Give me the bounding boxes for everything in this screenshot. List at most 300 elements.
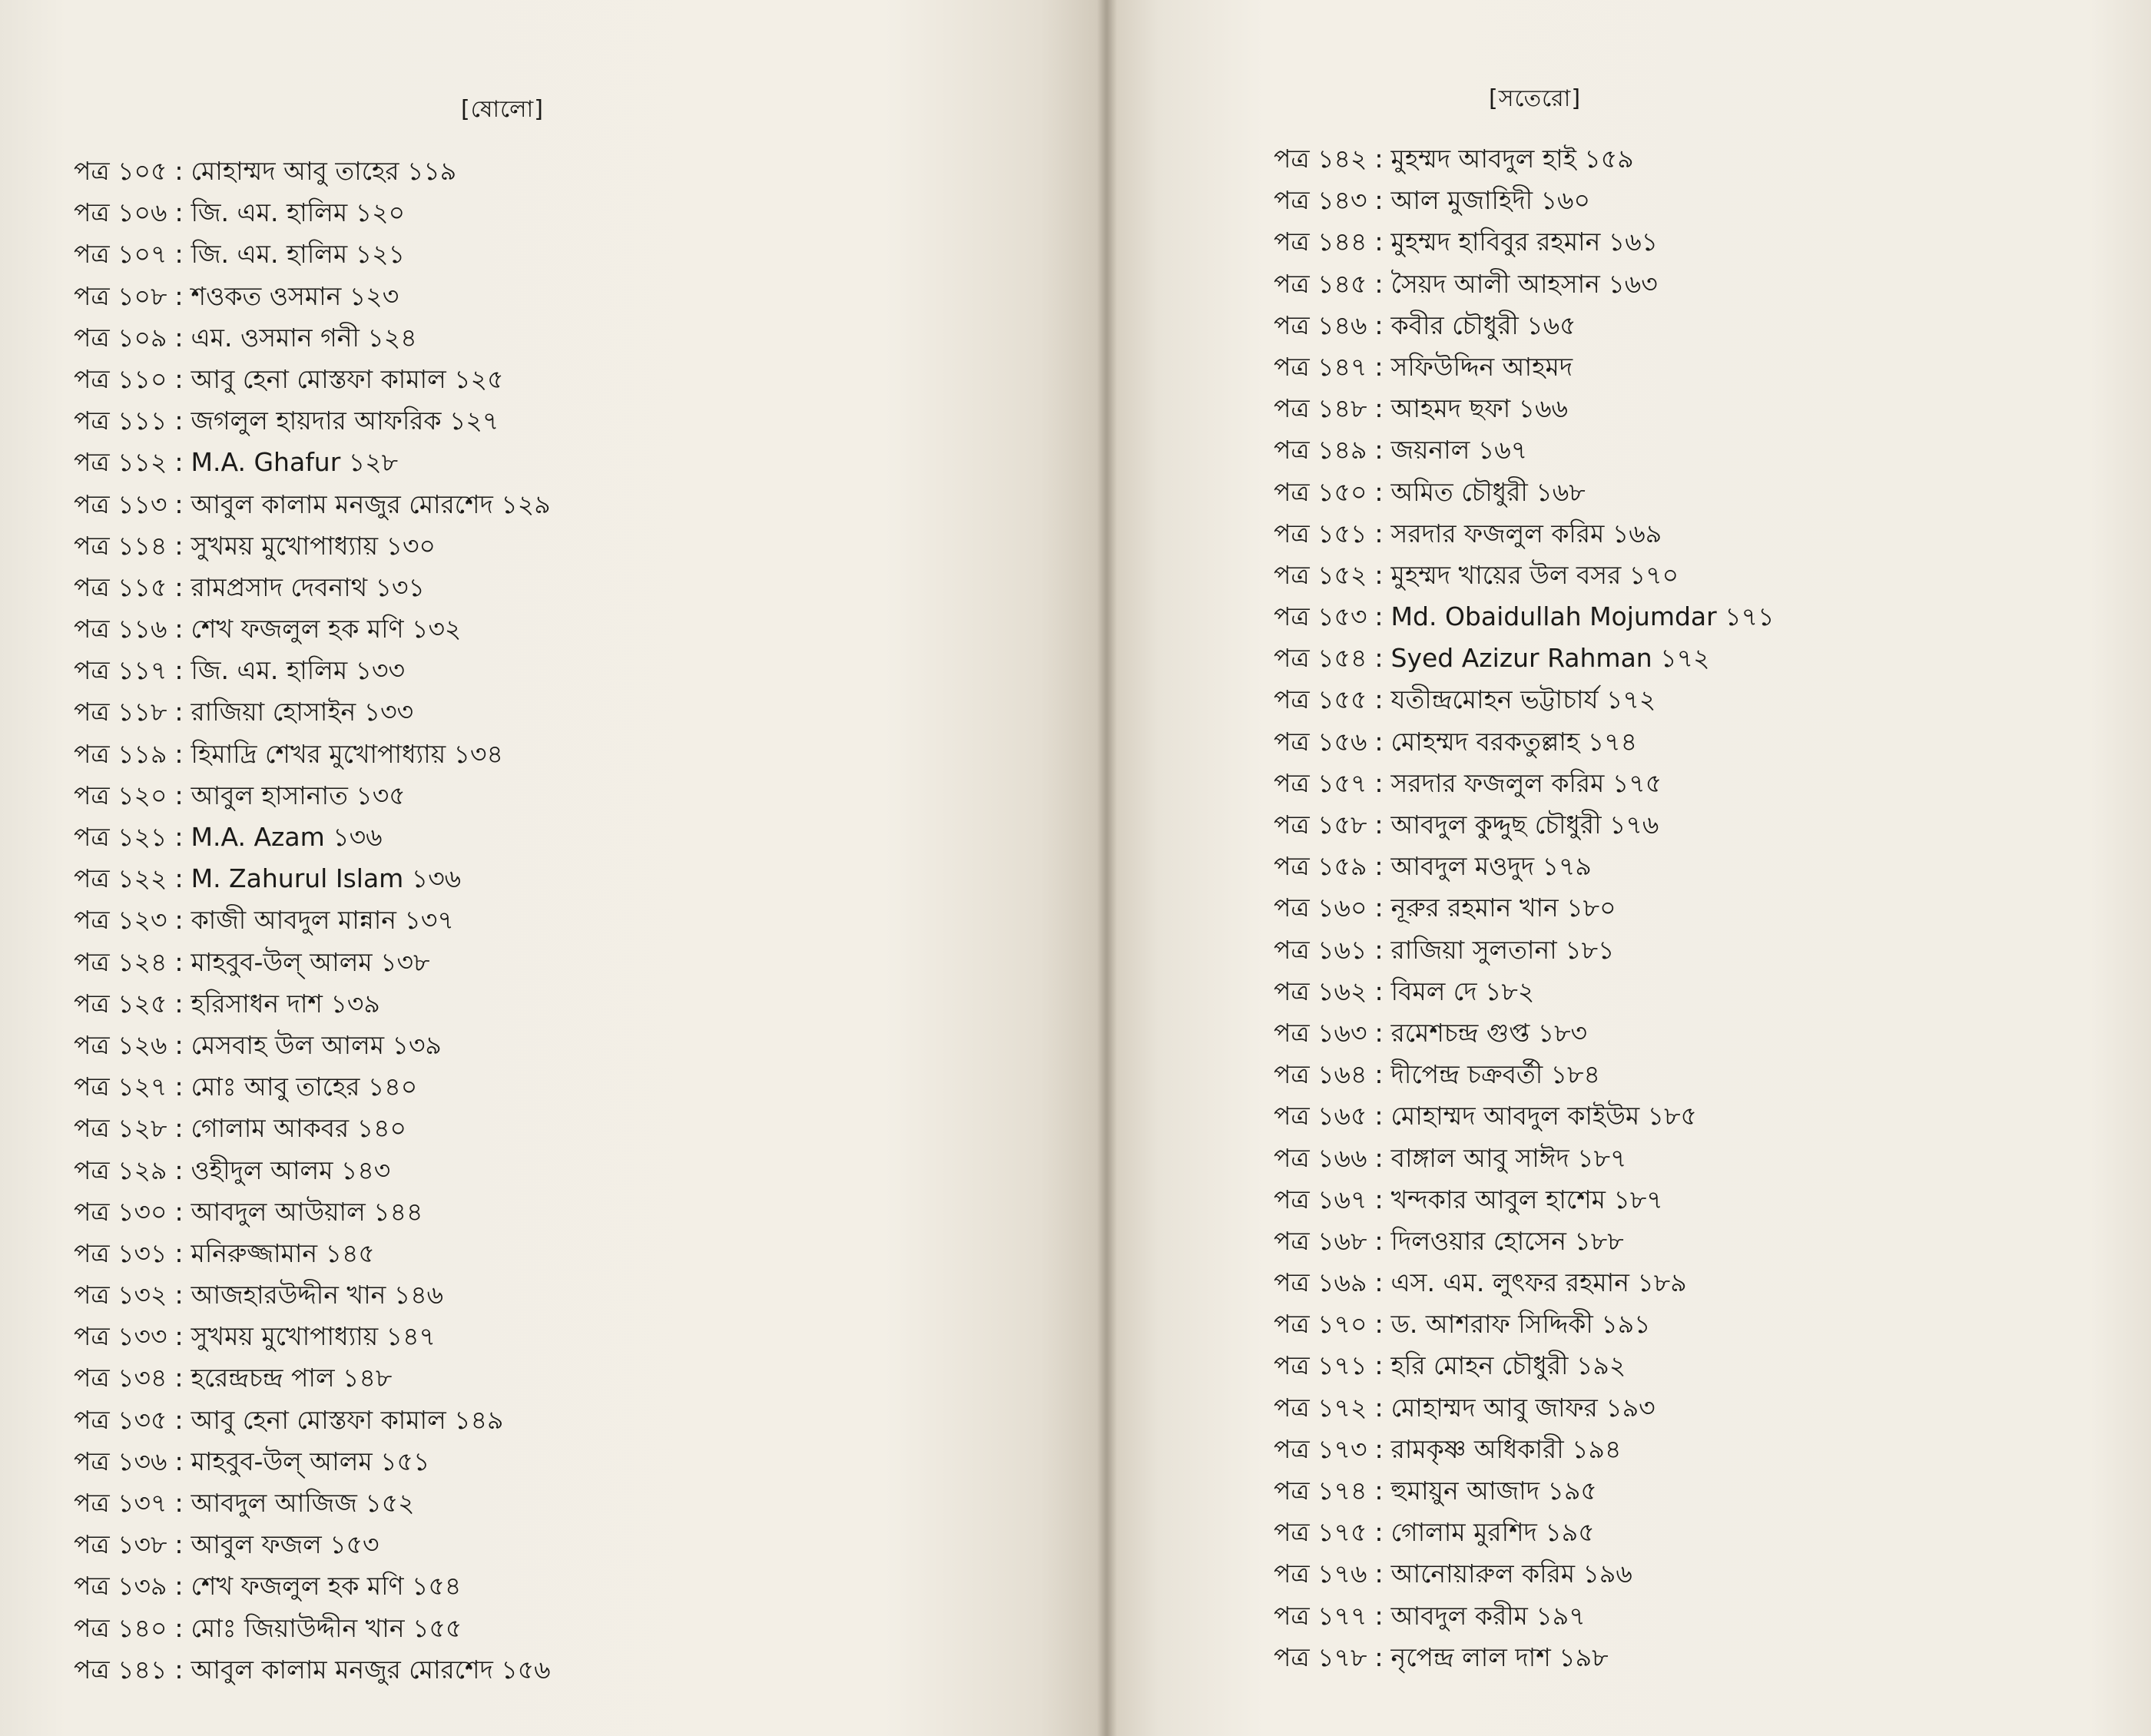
- letter-number: পত্র ১৬৭: [1274, 1184, 1367, 1214]
- letter-number: পত্র ১৬২: [1274, 976, 1367, 1006]
- index-entry: [1274, 638, 1775, 679]
- author-and-page: সফিউদ্দিন আহমদ: [1390, 351, 1573, 382]
- letter-number: পত্র ১৭৪: [1274, 1476, 1367, 1506]
- author-and-page: মোঃ আবু তাহের ১৪০: [191, 1072, 418, 1102]
- author-and-page: দিলওয়ার হোসেন ১৮৮: [1390, 1225, 1624, 1256]
- author-and-page: আবু হেনা মোস্তফা কামাল ১২৫: [191, 363, 504, 394]
- entry-separator: :: [1374, 185, 1384, 216]
- entry-separator: :: [1374, 851, 1384, 882]
- index-entry: [1274, 929, 1775, 971]
- letter-number: পত্র ১৭২: [1274, 1392, 1367, 1423]
- author-and-page: আবুল কালাম মনজুর মোরশেদ ১২৯: [191, 489, 551, 519]
- author-and-page: আবুল হাসানাত ১৩৫: [191, 780, 406, 810]
- letter-number: পত্র ১৪৯: [1274, 435, 1367, 465]
- letter-number: পত্র ১৩৪: [74, 1363, 167, 1393]
- letter-number: পত্র ১৭১: [1274, 1350, 1367, 1381]
- author-and-page: জগলুল হায়দার আফরিক ১২৭: [191, 406, 499, 436]
- entry-separator: :: [174, 363, 184, 394]
- author-and-page: নূরুর রহমান খান ১৮০: [1390, 893, 1616, 923]
- letter-number: পত্র ১৬৫: [1274, 1101, 1367, 1131]
- index-entry: [1274, 971, 1775, 1012]
- author-and-page: হরি মোহন চৌধুরী ১৯২: [1390, 1350, 1626, 1381]
- entry-separator: :: [1374, 934, 1384, 965]
- letter-number: পত্র ১৫৬: [1274, 726, 1367, 757]
- letter-number: পত্র ১৪৩: [1274, 185, 1367, 216]
- index-entry: [1274, 1262, 1775, 1304]
- index-entry: [74, 442, 551, 483]
- index-entry: [1274, 679, 1775, 721]
- letter-number: পত্র ১৭৫: [1274, 1517, 1367, 1548]
- author-and-page: জি. এম. হালিম ১২০: [191, 197, 406, 228]
- index-entry: [74, 1565, 551, 1607]
- index-entry: [74, 192, 551, 234]
- index-entry: [74, 734, 551, 775]
- letter-number: পত্র ১৭৮: [1274, 1642, 1367, 1672]
- entry-separator: :: [174, 946, 184, 977]
- author-and-page: হুমায়ুন আজাদ ১৯৫: [1390, 1476, 1597, 1506]
- letter-number: পত্র ১৬৯: [1274, 1267, 1367, 1298]
- index-entry: [1274, 472, 1775, 513]
- entry-separator: :: [1374, 1059, 1384, 1090]
- index-entry: [74, 1150, 551, 1191]
- index-entry: [1274, 596, 1775, 638]
- letter-number: পত্র ১১৭: [74, 655, 167, 686]
- letter-number: পত্র ১৪৭: [1274, 351, 1367, 382]
- letter-number: পত্র ১২৭: [74, 1072, 167, 1102]
- letter-number: পত্র ১৭৭: [1274, 1600, 1367, 1631]
- author-and-page: আবদুল কুদ্দুছ চৌধুরী ১৭৬: [1390, 810, 1659, 840]
- entry-separator: :: [1374, 1225, 1384, 1256]
- entry-separator: :: [174, 1363, 184, 1393]
- author-and-page: আবদুল মওদুদ ১৭৯: [1390, 851, 1592, 882]
- index-entry: [1274, 429, 1775, 471]
- author-and-page: রাজিয়া সুলতানা ১৮১: [1390, 934, 1615, 965]
- entry-separator: :: [1374, 1184, 1384, 1214]
- author-and-page: কবীর চৌধুরী ১৬৫: [1390, 310, 1576, 340]
- entry-separator: :: [1374, 767, 1384, 798]
- letter-number: পত্র ১২১: [74, 822, 167, 852]
- entry-separator: :: [174, 571, 184, 602]
- entry-separator: :: [174, 239, 184, 270]
- index-entry: [1274, 1012, 1775, 1054]
- entry-separator: :: [174, 1196, 184, 1227]
- letter-number: পত্র ১১৪: [74, 530, 167, 561]
- entry-separator: :: [1374, 1559, 1384, 1589]
- letter-number: পত্র ১৫০: [1274, 476, 1367, 507]
- entry-separator: :: [1374, 1350, 1384, 1381]
- index-entry: [74, 317, 551, 359]
- letter-number: পত্র ১৪৪: [1274, 227, 1367, 257]
- index-entry: [74, 608, 551, 650]
- author-and-page: আবদুল আউয়াল ১৪৪: [191, 1196, 423, 1227]
- entry-separator: :: [174, 530, 184, 561]
- entry-separator: :: [174, 1404, 184, 1435]
- author-and-page: জি. এম. হালিম ১৩৩: [191, 655, 405, 686]
- index-entry: [1274, 721, 1775, 763]
- letter-number: পত্র ১৭৬: [1274, 1559, 1367, 1589]
- entry-separator: :: [1374, 684, 1384, 715]
- index-entry: [74, 1233, 551, 1274]
- letter-number: পত্র ১২৮: [74, 1113, 167, 1144]
- index-entry: [1274, 1387, 1775, 1429]
- index-entry: [74, 1108, 551, 1149]
- index-entry: [74, 899, 551, 941]
- author-and-page: হরেন্দ্রচন্দ্র পাল ১৪৮: [191, 1363, 393, 1393]
- letter-number: পত্র ১০৫: [74, 156, 167, 186]
- letter-number: পত্র ১৪২: [1274, 144, 1367, 174]
- letter-number: পত্র ১১২: [74, 447, 167, 478]
- index-entry: [1274, 1637, 1775, 1678]
- letter-number: পত্র ১৫৩: [1274, 601, 1367, 632]
- entry-separator: :: [1374, 435, 1384, 465]
- letter-number: পত্র ১১১: [74, 406, 167, 436]
- entry-separator: :: [174, 780, 184, 810]
- entry-separator: :: [174, 614, 184, 644]
- index-entry: [74, 858, 551, 899]
- letter-number: পত্র ১৩৮: [74, 1529, 167, 1560]
- author-and-page: সরদার ফজলুল করিম ১৬৯: [1390, 518, 1662, 548]
- author-and-page: মোঃ জিয়াউদ্দীন খান ১৫৫: [191, 1612, 462, 1643]
- author-and-page: জয়নাল ১৬৭: [1390, 435, 1528, 465]
- author-and-page: হিমাদ্রি শেখর মুখোপাধ্যায় ১৩৪: [191, 738, 503, 769]
- entry-separator: :: [1374, 1309, 1384, 1340]
- entry-separator: :: [1374, 1142, 1384, 1173]
- entry-separator: :: [1374, 310, 1384, 340]
- author-and-page: মেসবাহ উল আলম ১৩৯: [191, 1029, 442, 1060]
- index-entry: [74, 1025, 551, 1066]
- entry-separator: :: [1374, 976, 1384, 1006]
- index-entry: [74, 525, 551, 567]
- letter-number: পত্র ১২৯: [74, 1155, 167, 1185]
- entry-separator: :: [174, 655, 184, 686]
- letter-number: পত্র ১১৫: [74, 571, 167, 602]
- author-and-page: শওকত ওসমান ১২৩: [191, 280, 399, 311]
- entry-separator: :: [174, 697, 184, 727]
- author-and-page: M.A. Ghafur ১২৮: [191, 447, 399, 478]
- index-entry: [1274, 846, 1775, 887]
- letter-number: পত্র ১১৩: [74, 489, 167, 519]
- author-and-page: মোহাম্মদ আবু জাফর ১৯৩: [1390, 1392, 1656, 1423]
- entry-separator: :: [1374, 393, 1384, 424]
- letter-number: পত্র ১২৩: [74, 905, 167, 936]
- index-entry: [74, 691, 551, 733]
- letter-number: পত্র ১৩৬: [74, 1446, 167, 1476]
- letter-number: পত্র ১০৬: [74, 197, 167, 228]
- index-entry: [74, 151, 551, 192]
- author-and-page: রামপ্রসাদ দেবনাথ ১৩১: [191, 571, 425, 602]
- author-and-page: আল মুজাহিদী ১৬০: [1390, 185, 1590, 216]
- index-entry: [74, 1066, 551, 1108]
- index-entry: [74, 942, 551, 983]
- index-entry: [1274, 305, 1775, 346]
- letter-number: পত্র ১৩৫: [74, 1404, 167, 1435]
- entry-separator: :: [1374, 1517, 1384, 1548]
- letter-number: পত্র ১৩১: [74, 1237, 167, 1268]
- index-entry: [1274, 887, 1775, 929]
- letter-number: পত্র ১৬০: [1274, 893, 1367, 923]
- author-and-page: গোলাম আকবর ১৪০: [191, 1113, 406, 1144]
- letter-number: পত্র ১৩৯: [74, 1571, 167, 1602]
- letter-number: পত্র ১৫৭: [1274, 767, 1367, 798]
- letter-number: পত্র ১০৮: [74, 280, 167, 311]
- letter-number: পত্র ১৬৩: [1274, 1017, 1367, 1048]
- entry-separator: :: [174, 1237, 184, 1268]
- letter-number: পত্র ১২০: [74, 780, 167, 810]
- author-and-page: সৈয়দ আলী আহসান ১৬৩: [1390, 268, 1658, 299]
- entry-separator: :: [1374, 1267, 1384, 1298]
- index-entry: [74, 983, 551, 1025]
- entry-separator: :: [1374, 1017, 1384, 1048]
- index-entry: [74, 1608, 551, 1649]
- author-and-page: কাজী আবদুল মান্নান ১৩৭: [191, 905, 454, 936]
- entry-separator: :: [174, 197, 184, 228]
- index-entry: [74, 484, 551, 525]
- author-and-page: M.A. Azam ১৩৬: [191, 822, 383, 852]
- index-entry: [74, 400, 551, 442]
- index-entry: [1274, 1054, 1775, 1095]
- author-and-page: আবদুল করীম ১৯৭: [1390, 1600, 1586, 1631]
- index-entry: [1274, 221, 1775, 263]
- index-entry: [1274, 1345, 1775, 1386]
- letter-number: পত্র ১২৬: [74, 1029, 167, 1060]
- author-and-page: অমিত চৌধুরী ১৬৮: [1390, 476, 1586, 507]
- entry-separator: :: [1374, 1642, 1384, 1672]
- right-page-number: [সতেরো]: [1489, 85, 1582, 112]
- letter-number: পত্র ১৬৪: [1274, 1059, 1367, 1090]
- index-entry: [1274, 1221, 1775, 1262]
- index-entry: [1274, 804, 1775, 846]
- author-and-page: বিমল দে ১৮২: [1390, 976, 1535, 1006]
- letter-number: পত্র ১০৭: [74, 239, 167, 270]
- index-entry: [1274, 1095, 1775, 1137]
- author-and-page: এম. ওসমান গনী ১২৪: [191, 322, 417, 353]
- index-entry: [74, 1400, 551, 1441]
- author-and-page: আবু হেনা মোস্তফা কামাল ১৪৯: [191, 1404, 504, 1435]
- letter-number: পত্র ১৫৪: [1274, 643, 1367, 674]
- index-entry: [1274, 1595, 1775, 1637]
- entry-separator: :: [174, 1571, 184, 1602]
- entry-separator: :: [1374, 227, 1384, 257]
- author-and-page: রমেশচন্দ্র গুপ্ত ১৮৩: [1390, 1017, 1588, 1048]
- author-and-page: হরিসাধন দাশ ১৩৯: [191, 988, 380, 1019]
- letter-number: পত্র ১১০: [74, 363, 167, 394]
- author-and-page: আনোয়ারুল করিম ১৯৬: [1390, 1559, 1632, 1589]
- right-page: [1106, 0, 2151, 1736]
- letter-number: পত্র ১৫১: [1274, 518, 1367, 548]
- letter-number: পত্র ১২২: [74, 863, 167, 894]
- entry-separator: :: [174, 1155, 184, 1185]
- index-entry: [1274, 1138, 1775, 1179]
- author-and-page: খন্দকার আবুল হাশেম ১৮৭: [1390, 1184, 1663, 1214]
- author-and-page: মাহবুব-উল্ আলম ১৩৮: [191, 946, 430, 977]
- author-and-page: মুহম্মদ হাবিবুর রহমান ১৬১: [1390, 227, 1659, 257]
- entry-separator: :: [174, 156, 184, 186]
- index-entry: [74, 1191, 551, 1233]
- letter-number: পত্র ১৫৮: [1274, 810, 1367, 840]
- index-entry: [1274, 1179, 1775, 1221]
- index-entry: [74, 650, 551, 691]
- entry-separator: :: [174, 1446, 184, 1476]
- entry-separator: :: [1374, 1600, 1384, 1631]
- right-letter-index: [1274, 138, 1775, 1678]
- index-entry: [74, 234, 551, 275]
- letter-number: পত্র ১৩২: [74, 1280, 167, 1310]
- author-and-page: মনিরুজ্জামান ১৪৫: [191, 1237, 375, 1268]
- letter-number: পত্র ১১৬: [74, 614, 167, 644]
- entry-separator: :: [174, 489, 184, 519]
- entry-separator: :: [174, 1488, 184, 1518]
- author-and-page: মাহবুব-উল্ আলম ১৫১: [191, 1446, 430, 1476]
- author-and-page: ড. আশরাফ সিদ্দিকী ১৯১: [1390, 1309, 1651, 1340]
- entry-separator: :: [1374, 1476, 1384, 1506]
- index-entry: [1274, 138, 1775, 180]
- index-entry: [74, 276, 551, 317]
- entry-separator: :: [174, 1321, 184, 1352]
- author-and-page: আবুল কালাম মনজুর মোরশেদ ১৫৬: [191, 1654, 551, 1685]
- index-entry: [74, 359, 551, 400]
- letter-number: পত্র ১৬৮: [1274, 1225, 1367, 1256]
- letter-number: পত্র ১৫৯: [1274, 851, 1367, 882]
- entry-separator: :: [1374, 268, 1384, 299]
- letter-number: পত্র ১৬১: [1274, 934, 1367, 965]
- letter-number: পত্র ১৭৩: [1274, 1433, 1367, 1464]
- letter-number: পত্র ১৪০: [74, 1612, 167, 1643]
- author-and-page: শেখ ফজলুল হক মণি ১৫৪: [191, 1571, 462, 1602]
- entry-separator: :: [1374, 726, 1384, 757]
- author-and-page: আবদুল আজিজ ১৫২: [191, 1488, 415, 1518]
- entry-separator: :: [1374, 1433, 1384, 1464]
- letter-number: পত্র ১৫২: [1274, 559, 1367, 590]
- letter-number: পত্র ১২৪: [74, 946, 167, 977]
- letter-number: পত্র ১৩৩: [74, 1321, 167, 1352]
- entry-separator: :: [174, 1072, 184, 1102]
- letter-number: পত্র ১০৯: [74, 322, 167, 353]
- index-entry: [74, 817, 551, 858]
- left-letter-index: [74, 151, 551, 1691]
- entry-separator: :: [174, 1113, 184, 1144]
- author-and-page: রামকৃষ্ণ অধিকারী ১৯৪: [1390, 1433, 1622, 1464]
- letter-number: পত্র ১৩০: [74, 1196, 167, 1227]
- author-and-page: গোলাম মুরশিদ ১৯৫: [1390, 1517, 1595, 1548]
- entry-separator: :: [174, 1529, 184, 1560]
- index-entry: [1274, 763, 1775, 804]
- letter-number: পত্র ১৪১: [74, 1654, 167, 1685]
- entry-separator: :: [1374, 1392, 1384, 1423]
- entry-separator: :: [174, 988, 184, 1019]
- entry-separator: :: [174, 905, 184, 936]
- author-and-page: মুহম্মদ খায়ের উল বসর ১৭০: [1390, 559, 1679, 590]
- index-entry: [74, 1274, 551, 1316]
- entry-separator: :: [174, 280, 184, 311]
- author-and-page: সুখময় মুখোপাধ্যায় ১৩০: [191, 530, 436, 561]
- index-entry: [1274, 180, 1775, 221]
- index-entry: [74, 567, 551, 608]
- letter-number: পত্র ১৩৭: [74, 1488, 167, 1518]
- author-and-page: মুহম্মদ আবদুল হাই ১৫৯: [1390, 144, 1634, 174]
- index-entry: [1274, 1429, 1775, 1470]
- author-and-page: আবুল ফজল ১৫৩: [191, 1529, 379, 1560]
- entry-separator: :: [1374, 810, 1384, 840]
- author-and-page: বাঙ্গাল আবু সাঈদ ১৮৭: [1390, 1142, 1627, 1173]
- index-entry: [1274, 1304, 1775, 1345]
- author-and-page: Syed Azizur Rahman ১৭২: [1390, 643, 1710, 674]
- entry-separator: :: [1374, 144, 1384, 174]
- entry-separator: :: [1374, 893, 1384, 923]
- author-and-page: রাজিয়া হোসাইন ১৩৩: [191, 697, 414, 727]
- author-and-page: জি. এম. হালিম ১২১: [191, 239, 405, 270]
- index-entry: [74, 1649, 551, 1691]
- entry-separator: :: [1374, 476, 1384, 507]
- entry-separator: :: [1374, 559, 1384, 590]
- entry-separator: :: [1374, 1101, 1384, 1131]
- author-and-page: দীপেন্দ্র চক্রবর্তী ১৮৪: [1390, 1059, 1600, 1090]
- index-entry: [74, 1524, 551, 1565]
- index-entry: [1274, 263, 1775, 305]
- letter-number: পত্র ১৬৬: [1274, 1142, 1367, 1173]
- author-and-page: নৃপেন্দ্র লাল দাশ ১৯৮: [1390, 1642, 1609, 1672]
- entry-separator: :: [174, 1654, 184, 1685]
- author-and-page: শেখ ফজলুল হক মণি ১৩২: [191, 614, 462, 644]
- entry-separator: :: [1374, 351, 1384, 382]
- index-entry: [74, 1441, 551, 1483]
- author-and-page: M. Zahurul Islam ১৩৬: [191, 863, 462, 894]
- index-entry: [1274, 555, 1775, 596]
- author-and-page: আজহারউদ্দীন খান ১৪৬: [191, 1280, 444, 1310]
- letter-number: পত্র ১৭০: [1274, 1309, 1367, 1340]
- entry-separator: :: [174, 406, 184, 436]
- author-and-page: সুখময় মুখোপাধ্যায় ১৪৭: [191, 1321, 436, 1352]
- index-entry: [74, 1357, 551, 1399]
- author-and-page: যতীন্দ্রমোহন ভট্টাচার্য ১৭২: [1390, 684, 1656, 715]
- entry-separator: :: [174, 322, 184, 353]
- entry-separator: :: [174, 1280, 184, 1310]
- index-entry: [74, 775, 551, 817]
- letter-number: পত্র ১৪৫: [1274, 268, 1367, 299]
- author-and-page: মোহম্মদ বরকতুল্লাহ ১৭৪: [1390, 726, 1638, 757]
- index-entry: [1274, 1470, 1775, 1512]
- letter-number: পত্র ১৪৮: [1274, 393, 1367, 424]
- entry-separator: :: [174, 447, 184, 478]
- index-entry: [74, 1483, 551, 1524]
- letter-number: পত্র ১২৫: [74, 988, 167, 1019]
- author-and-page: মোহাম্মদ আবদুল কাইউম ১৮৫: [1390, 1101, 1697, 1131]
- letter-number: পত্র ১১৮: [74, 697, 167, 727]
- letter-number: পত্র ১৫৫: [1274, 684, 1367, 715]
- author-and-page: এস. এম. লুৎফর রহমান ১৮৯: [1390, 1267, 1687, 1298]
- entry-separator: :: [174, 822, 184, 852]
- author-and-page: Md. Obaidullah Mojumdar ১৭১: [1390, 601, 1775, 632]
- author-and-page: ওহীদুল আলম ১৪৩: [191, 1155, 391, 1185]
- entry-separator: :: [1374, 518, 1384, 548]
- author-and-page: আহমদ ছফা ১৬৬: [1390, 393, 1568, 424]
- letter-number: পত্র ১১৯: [74, 738, 167, 769]
- index-entry: [1274, 513, 1775, 555]
- entry-separator: :: [174, 863, 184, 894]
- letter-number: পত্র ১৪৬: [1274, 310, 1367, 340]
- author-and-page: সরদার ফজলুল করিম ১৭৫: [1390, 767, 1662, 798]
- index-entry: [1274, 1512, 1775, 1553]
- entry-separator: :: [174, 1612, 184, 1643]
- entry-separator: :: [174, 738, 184, 769]
- entry-separator: :: [174, 1029, 184, 1060]
- left-page-number: [ষোলো]: [461, 96, 544, 123]
- entry-separator: :: [1374, 643, 1384, 674]
- index-entry: [1274, 1553, 1775, 1595]
- index-entry: [74, 1316, 551, 1357]
- author-and-page: মোহাম্মদ আবু তাহের ১১৯: [191, 156, 457, 186]
- entry-separator: :: [1374, 601, 1384, 632]
- index-entry: [1274, 388, 1775, 429]
